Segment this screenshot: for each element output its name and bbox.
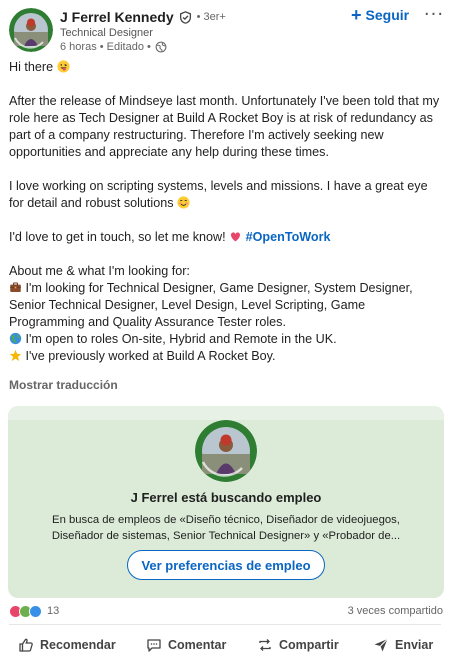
- author-info: [60, 8, 340, 54]
- follow-label: Seguir: [365, 7, 410, 23]
- divider: [9, 624, 441, 625]
- paragraph-skills: I love working on scripting systems, levels and missions. I have a great eye for detail and robust solutions: [9, 179, 428, 210]
- post-time: 6 horas • Editado •: [60, 41, 151, 53]
- action-bar: [0, 630, 450, 660]
- briefcase-icon: [9, 281, 22, 294]
- repost-label: Compartir: [279, 638, 339, 652]
- blushing-smile-emoji-icon: [177, 196, 190, 209]
- open-to-work-description: En busca de empleos de «Diseño técnico, Diseñador de videojuegos, Diseñador de sistemas, Senior Technical Designer» y «Probador de...: [51, 514, 401, 542]
- comment-icon: [146, 637, 162, 653]
- author-headline: Technical Designer: [60, 27, 153, 39]
- paragraph-contact: I'd love to get in touch, so let me know!: [9, 230, 226, 244]
- bullet-previous-work: I've previously worked at Build A Rocket Boy.: [25, 349, 276, 363]
- show-translation-link[interactable]: Mostrar traducción: [9, 378, 118, 392]
- send-icon: [373, 637, 389, 653]
- like-button[interactable]: [18, 630, 116, 660]
- repost-button[interactable]: [257, 630, 339, 660]
- more-options-button[interactable]: ···: [423, 4, 445, 25]
- post-text: [9, 59, 441, 365]
- comment-button[interactable]: [146, 630, 226, 660]
- view-job-preferences-button[interactable]: Ver preferencias de empleo: [127, 550, 325, 580]
- greeting-text: Hi there: [9, 60, 54, 74]
- open-to-work-card: [8, 406, 444, 598]
- social-counts: [9, 603, 443, 619]
- comment-label: Comentar: [168, 638, 227, 652]
- reaction-count: 13: [47, 605, 60, 617]
- verified-icon: [179, 11, 192, 24]
- paragraph-redundancy: After the release of Mindseye last month. Unfortunately I've been told that my role here as Tech Designer at Build A Rocket Boy is at risk of redundancy as part of a company restructuring. Therefore I'm actively seeking new opportunities and appreciate any help during these times.: [9, 94, 440, 159]
- star-icon: [9, 349, 22, 362]
- author-name[interactable]: J Ferrel Kennedy: [60, 9, 174, 25]
- reactions-summary[interactable]: [9, 605, 59, 618]
- share-count[interactable]: 3 veces compartido: [347, 605, 443, 617]
- thumbs-up-icon: [18, 637, 34, 653]
- send-button[interactable]: [373, 630, 433, 660]
- post-header: [0, 0, 450, 60]
- follow-button[interactable]: [351, 4, 409, 26]
- grinning-tongue-emoji-icon: [57, 60, 70, 73]
- hashtag-open-to-work[interactable]: #OpenToWork: [245, 230, 331, 244]
- globe-emoji-icon: [9, 332, 22, 345]
- plus-icon: +: [351, 5, 362, 25]
- bullet-roles: I'm looking for Technical Designer, Game Designer, System Designer, Senior Technical Designer, Level Design, Level Scripting, Game Programming and Quality Assurance Tester roles.: [9, 281, 413, 329]
- bullet-locations: I'm open to roles On-site, Hybrid and Remote in the UK.: [25, 332, 337, 346]
- open-to-work-heading: J Ferrel está buscando empleo: [130, 490, 322, 505]
- heart-icon: [229, 230, 242, 243]
- repost-icon: [257, 637, 273, 653]
- connection-degree: • 3er+: [196, 11, 226, 23]
- like-reaction-icon: [29, 605, 42, 618]
- like-label: Recomendar: [40, 638, 116, 652]
- card-top-band: [8, 406, 444, 420]
- open-to-work-avatar[interactable]: [195, 420, 257, 482]
- globe-icon: [155, 41, 167, 53]
- send-label: Enviar: [395, 638, 434, 652]
- author-avatar[interactable]: [9, 8, 53, 52]
- about-heading: About me & what I'm looking for:: [9, 264, 190, 278]
